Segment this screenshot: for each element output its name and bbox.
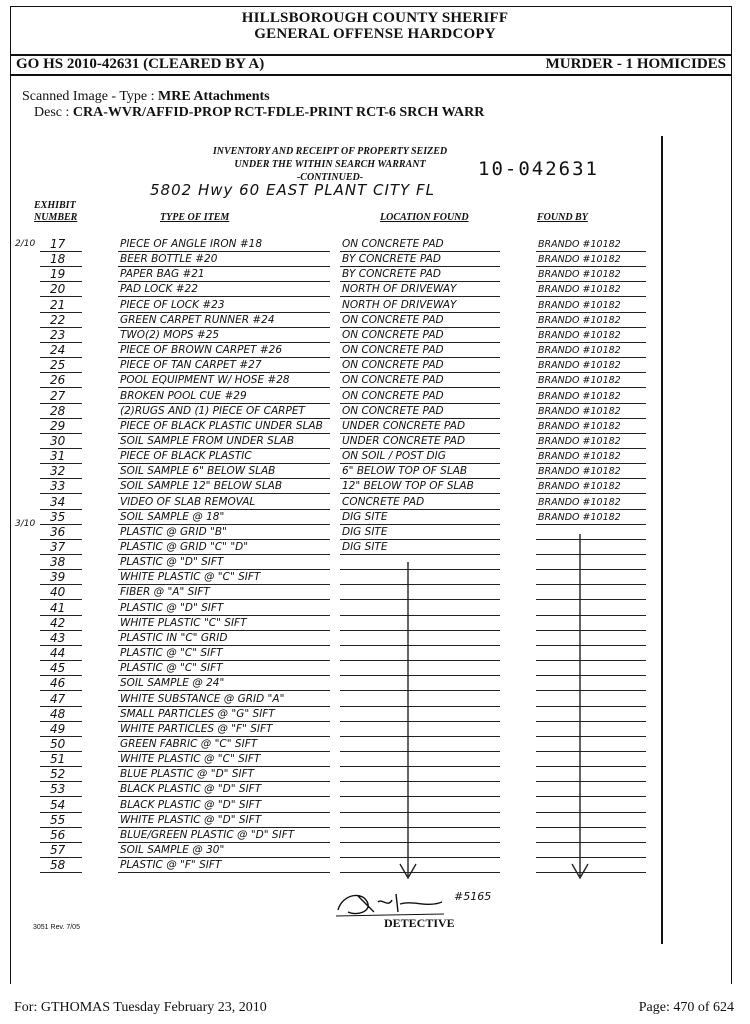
item-location: ON CONCRETE PAD [342, 314, 444, 326]
row-underline [340, 569, 500, 570]
item-type: SOIL SAMPLE 6" BELOW SLAB [120, 465, 276, 477]
row-underline [118, 584, 330, 585]
item-location: ON CONCRETE PAD [342, 405, 444, 417]
row-underline [118, 312, 330, 313]
exhibit-number: 26 [50, 373, 66, 387]
item-location: NORTH OF DRIVEWAY [342, 299, 457, 311]
col-type-header: TYPE OF ITEM [160, 212, 230, 223]
row-underline [536, 721, 646, 722]
row-underline [340, 327, 500, 328]
report-agency-title: HILLSBOROUGH COUNTY SHERIFF [241, 10, 509, 26]
row-underline [118, 812, 330, 813]
form-code: 3051 Rev. 7/05 [33, 924, 80, 931]
row-underline [340, 660, 500, 661]
item-location: DIG SITE [342, 526, 388, 538]
exhibit-number: 18 [50, 252, 66, 266]
exhibit-number: 47 [50, 692, 66, 706]
exhibit-number: 28 [50, 404, 66, 418]
row-underline [118, 448, 330, 449]
item-location: CONCRETE PAD [342, 496, 425, 508]
frame-left-border [10, 6, 11, 984]
page-number: Page: 470 of 624 [638, 1000, 734, 1015]
item-location: 12" BELOW TOP OF SLAB [342, 480, 474, 492]
item-type: PAD LOCK #22 [120, 283, 198, 295]
item-location: DIG SITE [342, 511, 388, 523]
row-underline [118, 660, 330, 661]
scan-desc-line [34, 105, 484, 121]
report-type-title: GENERAL OFFENSE HARDCOPY [254, 26, 496, 42]
exhibit-number: 20 [50, 282, 66, 296]
row-underline [118, 781, 330, 782]
exhibit-number: 36 [50, 525, 66, 539]
item-type: BROKEN POOL CUE #29 [120, 390, 247, 402]
item-type: PLASTIC @ GRID "C" "D" [120, 541, 249, 553]
row-underline [536, 630, 646, 631]
row-underline [536, 584, 646, 585]
form-title-line3: -CONTINUED- [296, 172, 364, 183]
row-underline [340, 296, 500, 297]
row-underline [118, 433, 330, 434]
row-underline [536, 599, 646, 600]
item-found-by: BRANDO #10182 [538, 254, 621, 265]
exhibit-number: 34 [50, 495, 66, 509]
signature-badge: #5165 [454, 890, 492, 903]
row-underline [536, 569, 646, 570]
row-underline [536, 842, 646, 843]
item-found-by: BRANDO #10182 [538, 406, 621, 417]
row-underline [118, 872, 330, 873]
row-underline [536, 675, 646, 676]
exhibit-number: 17 [50, 237, 66, 251]
row-underline [340, 615, 500, 616]
exhibit-number: 38 [50, 555, 66, 569]
exhibit-number: 29 [50, 419, 66, 433]
seizure-address: 5802 Hwy 60 EAST PLANT CITY FL [150, 181, 435, 199]
row-underline [340, 736, 500, 737]
row-underline [118, 615, 330, 616]
item-type: PLASTIC @ "F" SIFT [120, 859, 222, 871]
exhibit-number: 58 [50, 858, 66, 872]
item-found-by: BRANDO #10182 [538, 360, 621, 371]
row-underline [118, 736, 330, 737]
exhibit-number: 27 [50, 389, 66, 403]
row-underline [118, 251, 330, 252]
item-type: WHITE PLASTIC "C" SIFT [120, 617, 247, 629]
row-underline [340, 675, 500, 676]
case-id: GO HS 2010-42631 (CLEARED BY A) [16, 56, 265, 72]
item-found-by: BRANDO #10182 [538, 497, 621, 508]
row-underline [536, 781, 646, 782]
item-type: PIECE OF BLACK PLASTIC UNDER SLAB [120, 420, 323, 432]
item-found-by: BRANDO #10182 [538, 512, 621, 523]
item-found-by: BRANDO #10182 [538, 269, 621, 280]
row-underline [536, 266, 646, 267]
item-type: VIDEO OF SLAB REMOVAL [120, 496, 256, 508]
row-underline [340, 418, 500, 419]
item-location: ON CONCRETE PAD [342, 374, 444, 386]
row-underline [536, 463, 646, 464]
row-underline [536, 296, 646, 297]
scan-type-line [22, 89, 270, 105]
row-underline [118, 721, 330, 722]
row-underline [536, 690, 646, 691]
row-underline [536, 403, 646, 404]
item-location: DIG SITE [342, 541, 388, 553]
exhibit-number: 24 [50, 343, 66, 357]
row-underline [118, 357, 330, 358]
form-title-line1: INVENTORY AND RECEIPT OF PROPERTY SEIZED [212, 146, 448, 157]
item-type: PIECE OF BROWN CARPET #26 [120, 344, 283, 356]
row-underline [340, 524, 500, 525]
row-underline [340, 857, 500, 858]
row-underline [40, 872, 82, 873]
row-underline [40, 690, 82, 691]
row-underline [118, 387, 330, 388]
item-type: POOL EQUIPMENT W/ HOSE #28 [120, 374, 290, 386]
exhibit-number: 54 [50, 798, 66, 812]
row-underline [536, 645, 646, 646]
form-case-number: 10-042631 [478, 158, 599, 180]
item-type: PLASTIC @ GRID "B" [120, 526, 227, 538]
item-type: WHITE SUBSTANCE @ GRID "A" [120, 693, 285, 705]
row-underline [340, 266, 500, 267]
exhibit-number: 31 [50, 449, 66, 463]
scan-desc-label: Desc : [34, 105, 70, 120]
item-found-by: BRANDO #10182 [538, 421, 621, 432]
row-underline [340, 387, 500, 388]
row-underline [118, 266, 330, 267]
row-underline [536, 418, 646, 419]
scan-desc-value: CRA-WVR/AFFID-PROP RCT-FDLE-PRINT RCT-6 SRCH WARR [72, 105, 485, 120]
row-underline [118, 493, 330, 494]
exhibit-number: 56 [50, 828, 66, 842]
row-underline [118, 554, 330, 555]
item-type: PIECE OF ANGLE IRON #18 [120, 238, 263, 250]
row-underline [536, 281, 646, 282]
item-location: 6" BELOW TOP OF SLAB [342, 465, 468, 477]
item-type: WHITE PLASTIC @ "C" SIFT [120, 571, 261, 583]
row-underline [536, 539, 646, 540]
row-underline [340, 827, 500, 828]
exhibit-number: 51 [50, 752, 66, 766]
row-underline [118, 403, 330, 404]
row-underline [536, 448, 646, 449]
form-title-line2: UNDER THE WITHIN SEARCH WARRANT [234, 159, 426, 170]
row-underline [536, 509, 646, 510]
row-underline [118, 524, 330, 525]
row-underline [40, 493, 82, 494]
item-found-by: BRANDO #10182 [538, 466, 621, 477]
item-type: SOIL SAMPLE @ 30" [120, 844, 225, 856]
offense-type: MURDER - 1 HOMICIDES [545, 56, 726, 72]
row-underline [340, 539, 500, 540]
row-underline [118, 827, 330, 828]
row-underline [340, 796, 500, 797]
row-underline [118, 418, 330, 419]
row-underline [40, 796, 82, 797]
row-underline [340, 357, 500, 358]
row-underline [536, 736, 646, 737]
item-type: PIECE OF BLACK PLASTIC [120, 450, 252, 462]
exhibit-number: 43 [50, 631, 66, 645]
item-type: SOIL SAMPLE @ 24" [120, 677, 225, 689]
item-location: BY CONCRETE PAD [342, 268, 441, 280]
row-underline [118, 372, 330, 373]
exhibit-number: 22 [50, 313, 66, 327]
exhibit-number: 50 [50, 737, 66, 751]
item-type: TWO(2) MOPS #25 [120, 329, 220, 341]
row-underline [536, 433, 646, 434]
row-underline [118, 599, 330, 600]
exhibit-number: 57 [50, 843, 66, 857]
item-location: ON CONCRETE PAD [342, 344, 444, 356]
item-location: ON CONCRETE PAD [342, 238, 444, 250]
item-type: GREEN CARPET RUNNER #24 [120, 314, 275, 326]
row-underline [340, 509, 500, 510]
row-underline [340, 403, 500, 404]
row-underline [340, 493, 500, 494]
row-underline [340, 645, 500, 646]
row-underline [536, 493, 646, 494]
item-type: BEER BOTTLE #20 [120, 253, 218, 265]
row-underline [118, 509, 330, 510]
row-underline [536, 372, 646, 373]
item-found-by: BRANDO #10182 [538, 300, 621, 311]
item-type: GREEN FABRIC @ "C" SIFT [120, 738, 258, 750]
row-underline [118, 569, 330, 570]
row-underline [118, 842, 330, 843]
row-underline [118, 630, 330, 631]
row-underline [118, 690, 330, 691]
row-underline [40, 387, 82, 388]
row-underline [536, 251, 646, 252]
row-underline [118, 675, 330, 676]
detective-label: DETECTIVE [384, 916, 455, 930]
row-underline [536, 796, 646, 797]
scan-type-value: MRE Attachments [158, 89, 270, 104]
col-exhibit-header-2: NUMBER [34, 212, 78, 223]
item-found-by: BRANDO #10182 [538, 239, 621, 250]
exhibit-number: 49 [50, 722, 66, 736]
row-underline [340, 463, 500, 464]
row-underline [340, 599, 500, 600]
item-type: SOIL SAMPLE @ 18" [120, 511, 225, 523]
row-underline [118, 281, 330, 282]
row-underline [536, 706, 646, 707]
exhibit-number: 52 [50, 767, 66, 781]
exhibit-number: 55 [50, 813, 66, 827]
scan-type-label: Scanned Image - Type : [22, 89, 155, 104]
item-type: PAPER BAG #21 [120, 268, 205, 280]
row-underline [536, 766, 646, 767]
row-underline [536, 312, 646, 313]
row-underline [118, 766, 330, 767]
row-underline [118, 751, 330, 752]
col-found-header: FOUND BY [537, 212, 588, 223]
exhibit-number: 53 [50, 782, 66, 796]
row-underline [340, 312, 500, 313]
item-location: BY CONCRETE PAD [342, 253, 441, 265]
item-type: PLASTIC @ "D" SIFT [120, 556, 224, 568]
row-underline [340, 281, 500, 282]
exhibit-number: 40 [50, 585, 66, 599]
item-found-by: BRANDO #10182 [538, 391, 621, 402]
item-type: BLACK PLASTIC @ "D" SIFT [120, 783, 262, 795]
item-type: WHITE PLASTIC @ "D" SIFT [120, 814, 262, 826]
item-found-by: BRANDO #10182 [538, 375, 621, 386]
row-underline [536, 478, 646, 479]
exhibit-number: 44 [50, 646, 66, 660]
row-underline [340, 690, 500, 691]
margin-note-1: 2/10 [15, 239, 36, 249]
row-underline [340, 630, 500, 631]
row-underline [536, 357, 646, 358]
row-underline [340, 781, 500, 782]
item-type: PLASTIC @ "D" SIFT [120, 602, 224, 614]
row-underline [536, 660, 646, 661]
col-location-header: LOCATION FOUND [380, 212, 469, 223]
exhibit-number: 39 [50, 570, 66, 584]
row-underline [340, 342, 500, 343]
exhibit-number: 48 [50, 707, 66, 721]
item-type: SOIL SAMPLE 12" BELOW SLAB [120, 480, 283, 492]
row-underline [340, 584, 500, 585]
row-underline [536, 812, 646, 813]
item-type: SMALL PARTICLES @ "G" SIFT [120, 708, 275, 720]
row-underline [340, 372, 500, 373]
exhibit-number: 33 [50, 479, 66, 493]
exhibit-number: 46 [50, 676, 66, 690]
row-underline [118, 296, 330, 297]
item-found-by: BRANDO #10182 [538, 345, 621, 356]
row-underline [118, 796, 330, 797]
row-underline [118, 645, 330, 646]
row-underline [536, 387, 646, 388]
row-underline [118, 463, 330, 464]
row-underline [340, 448, 500, 449]
row-underline [536, 327, 646, 328]
print-info: For: GTHOMAS Tuesday February 23, 2010 [14, 1000, 267, 1015]
item-type: SOIL SAMPLE FROM UNDER SLAB [120, 435, 295, 447]
item-location: ON CONCRETE PAD [342, 390, 444, 402]
exhibit-number: 30 [50, 434, 66, 448]
item-type: PIECE OF TAN CARPET #27 [120, 359, 262, 371]
row-underline [340, 872, 500, 873]
col-exhibit-header-1: EXHIBIT [34, 200, 76, 211]
row-underline [340, 478, 500, 479]
row-underline [340, 842, 500, 843]
item-type: FIBER @ "A" SIFT [120, 586, 210, 598]
item-found-by: BRANDO #10182 [538, 451, 621, 462]
row-underline [340, 721, 500, 722]
exhibit-number: 23 [50, 328, 66, 342]
row-underline [340, 554, 500, 555]
header-rule-bottom [10, 74, 732, 76]
exhibit-number: 45 [50, 661, 66, 675]
row-underline [118, 539, 330, 540]
exhibit-number: 37 [50, 540, 66, 554]
row-underline [536, 827, 646, 828]
exhibit-number: 42 [50, 616, 66, 630]
item-type: BLACK PLASTIC @ "D" SIFT [120, 799, 262, 811]
item-location: UNDER CONCRETE PAD [342, 435, 466, 447]
item-found-by: BRANDO #10182 [538, 330, 621, 341]
item-found-by: BRANDO #10182 [538, 481, 621, 492]
row-underline [536, 342, 646, 343]
margin-note-2: 3/10 [15, 519, 36, 529]
exhibit-number: 32 [50, 464, 66, 478]
frame-right-border [731, 6, 732, 984]
item-found-by: BRANDO #10182 [538, 315, 621, 326]
location-column-arrow [400, 562, 416, 878]
exhibit-number: 21 [50, 298, 66, 312]
item-location: ON CONCRETE PAD [342, 329, 444, 341]
row-underline [340, 812, 500, 813]
item-type: PLASTIC IN "C" GRID [120, 632, 228, 644]
frame-top-border [10, 6, 732, 7]
form-right-edge [661, 136, 663, 944]
exhibit-number: 41 [50, 601, 66, 615]
row-underline [536, 615, 646, 616]
exhibit-number: 19 [50, 267, 66, 281]
item-type: PLASTIC @ "C" SIFT [120, 662, 223, 674]
row-underline [40, 296, 82, 297]
item-type: PIECE OF LOCK #23 [120, 299, 225, 311]
item-location: ON SOIL / POST DIG [342, 450, 446, 462]
item-type: WHITE PLASTIC @ "C" SIFT [120, 753, 261, 765]
row-underline [340, 433, 500, 434]
row-underline [536, 554, 646, 555]
row-underline [118, 706, 330, 707]
row-underline [118, 342, 330, 343]
row-underline [118, 857, 330, 858]
row-underline [536, 524, 646, 525]
row-underline [118, 478, 330, 479]
row-underline [536, 751, 646, 752]
row-underline [40, 599, 82, 600]
row-underline [536, 857, 646, 858]
item-found-by: BRANDO #10182 [538, 436, 621, 447]
item-type: (2)RUGS AND (1) PIECE OF CARPET [120, 405, 305, 417]
item-type: WHITE PARTICLES @ "F" SIFT [120, 723, 273, 735]
row-underline [340, 706, 500, 707]
row-underline [118, 327, 330, 328]
item-type: PLASTIC @ "C" SIFT [120, 647, 223, 659]
item-location: NORTH OF DRIVEWAY [342, 283, 457, 295]
item-type: BLUE/GREEN PLASTIC @ "D" SIFT [120, 829, 295, 841]
row-underline [340, 751, 500, 752]
item-found-by: BRANDO #10182 [538, 284, 621, 295]
row-underline [340, 251, 500, 252]
item-location: UNDER CONCRETE PAD [342, 420, 466, 432]
exhibit-number: 35 [50, 510, 66, 524]
row-underline [536, 872, 646, 873]
item-type: BLUE PLASTIC @ "D" SIFT [120, 768, 255, 780]
row-underline [340, 766, 500, 767]
item-location: ON CONCRETE PAD [342, 359, 444, 371]
exhibit-number: 25 [50, 358, 66, 372]
